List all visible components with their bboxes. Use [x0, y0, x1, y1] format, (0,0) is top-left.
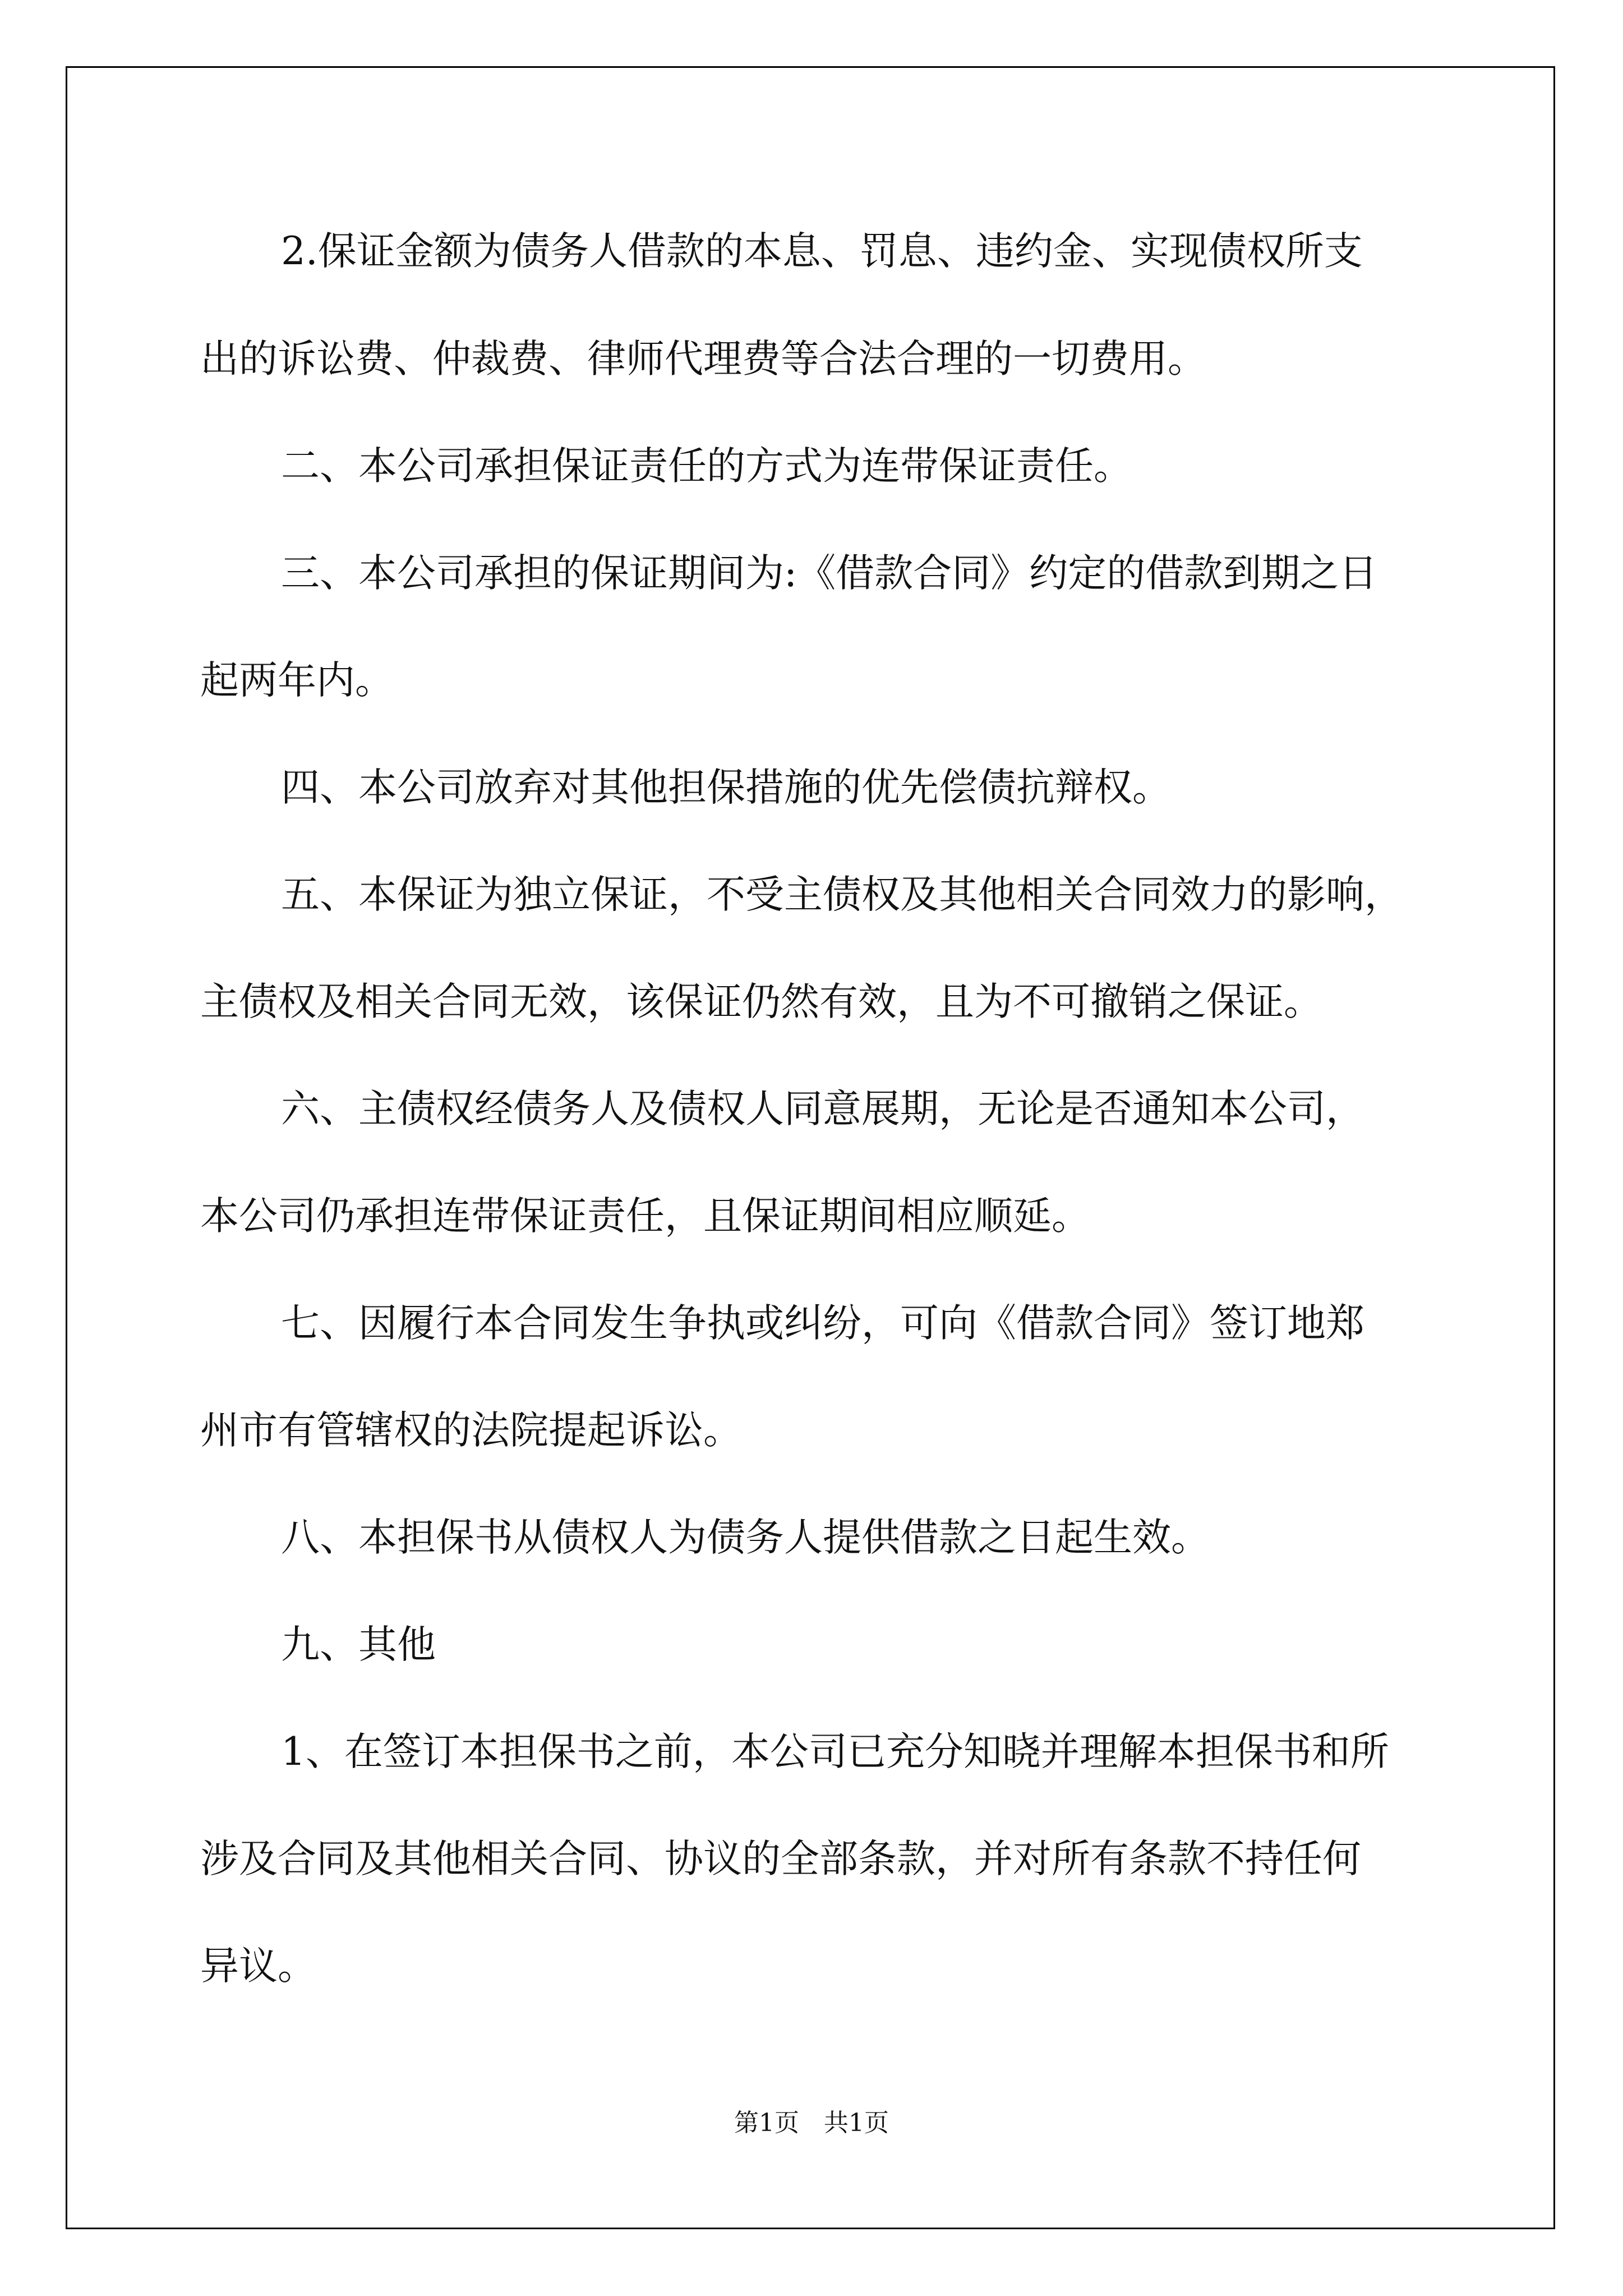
paragraph-line: 主债权及相关合同无效，该保证仍然有效，且为不可撤销之保证。 — [200, 979, 1322, 1024]
paragraph-line: 五、本保证为独立保证，不受主债权及其他相关合同效力的影响， — [281, 872, 1403, 917]
paragraph-line: 涉及合同及其他相关合同、协议的全部条款，并对所有条款不持任何 — [200, 1837, 1361, 1881]
paragraph-line: 八、本担保书从债权人为债务人提供借款之日起生效。 — [281, 1515, 1210, 1560]
paragraph-line: 七、因履行本合同发生争执或纠纷，可向《借款合同》签订地郑 — [281, 1301, 1364, 1346]
paragraph-line: 四、本公司放弃对其他担保措施的优先偿债抗辩权。 — [281, 765, 1171, 810]
paragraph-line: 九、其他 — [281, 1622, 436, 1667]
paragraph-line: 本公司仍承担连带保证责任，且保证期间相应顺延。 — [200, 1194, 1090, 1239]
paragraph-line: 二、本公司承担保证责任的方式为连带保证责任。 — [281, 444, 1132, 489]
paragraph-line: 起两年内。 — [200, 658, 394, 703]
page-number-total: 共1页 — [824, 2109, 889, 2137]
paragraph-line: 出的诉讼费、仲裁费、律师代理费等合法合理的一切费用。 — [200, 337, 1206, 381]
page-border — [66, 66, 1555, 2229]
paragraph-line: 2.保证金额为债务人借款的本息、罚息、违约金、实现债权所支 — [281, 229, 1363, 274]
paragraph-line: 1、在签订本担保书之前，本公司已充分知晓并理解本担保书和所 — [281, 1729, 1389, 1774]
paragraph-line: 三、本公司承担的保证期间为:《借款合同》约定的借款到期之日 — [281, 551, 1378, 596]
paragraph-line: 异议。 — [200, 1944, 316, 1989]
paragraph-line: 州市有管辖权的法院提起诉讼。 — [200, 1408, 742, 1453]
paragraph-line: 六、主债权经债务人及债权人同意展期，无论是否通知本公司， — [281, 1087, 1364, 1131]
page-number-current: 第1页 — [734, 2109, 799, 2137]
page-footer — [0, 2102, 1623, 2138]
